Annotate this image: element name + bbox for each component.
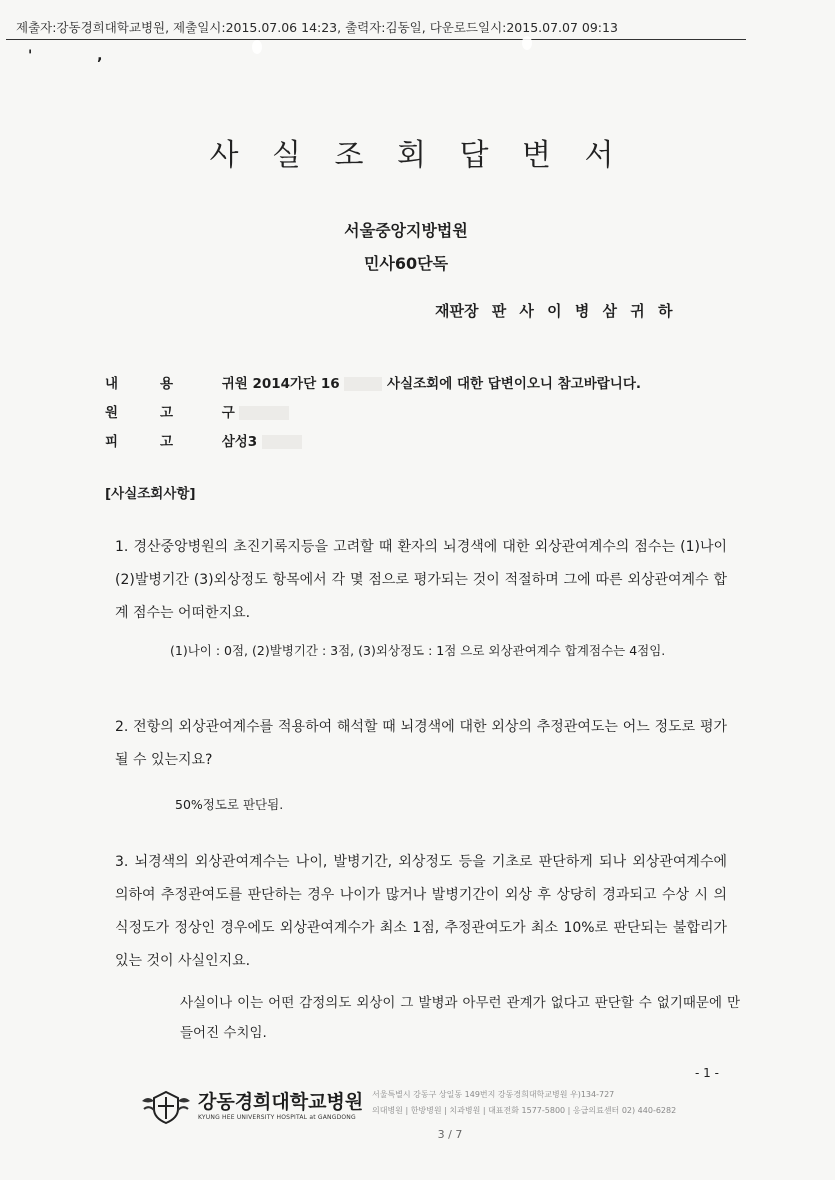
header-rule xyxy=(6,39,746,40)
answer-2: 50%정도로 판단됨. xyxy=(175,797,284,812)
scan-speck xyxy=(522,36,532,50)
info-row-plaintiff xyxy=(105,401,289,421)
page-count: 3 / 7 xyxy=(437,1128,463,1141)
hospital-name-en: KYUNG HEE UNIVERSITY HOSPITAL at GANGDONG xyxy=(198,1114,356,1121)
hospital-name: 강동경희대학교병원 xyxy=(198,1091,364,1113)
info-value: 귀원 2014가단 16 xyxy=(221,376,340,392)
submission-header xyxy=(6,18,776,64)
info-row-defendant xyxy=(105,430,302,450)
footer xyxy=(140,1085,760,1129)
info-label: 원고 xyxy=(105,405,216,421)
hospital-emblem-icon xyxy=(140,1089,192,1125)
hospital-contact: 의대병원 | 한방병원 | 치과병원 | 대표전화 1577-5800 | 응급의료센터 02) 440-6282 xyxy=(372,1106,677,1115)
info-value-after: 사실조회에 대한 답변이오니 참고바랍니다. xyxy=(387,376,642,392)
submission-stamp: 제출자:강동경희대학교병원, 제출일시:2015.07.06 14:23, 출력자:김동일, 다운로드일시:2015.07.07 09:13 xyxy=(16,20,618,35)
court-name: 서울중앙지방법원 xyxy=(344,221,468,240)
info-value: 구 xyxy=(221,405,235,421)
info-label: 내용 xyxy=(105,376,216,392)
info-label: 피고 xyxy=(105,434,216,450)
question-1: 1. 경산중앙병원의 초진기록지등을 고려할 때 환자의 뇌경색에 대한 외상관여계수의 점수는 (1)나이 (2)발병기간 (3)외상정도 항목에서 각 몇 점으로 평가되는 것이 적절하며 그에 따른 외상관여계수 합계 점수는 어떠한지요. xyxy=(115,539,727,621)
redaction xyxy=(344,377,382,391)
answer-3: 사실이나 이는 어떤 감정의도 외상이 그 발병과 아무런 관계가 없다고 판단할 수 없기때문에 만들어진 수치임. xyxy=(180,995,740,1041)
addressee: 재판장 판 사 이 병 삼 귀 하 xyxy=(435,302,673,320)
page-number: - 1 - xyxy=(695,1066,719,1080)
case-division: 민사60단독 xyxy=(363,254,449,273)
document-title: 사 실 조 회 답 변 서 xyxy=(209,138,626,173)
answer-1: (1)나이 : 0점, (2)발병기간 : 3점, (3)외상정도 : 1점 으로 외상관여계수 합계점수는 4점임. xyxy=(170,643,666,658)
redaction xyxy=(262,435,302,449)
scan-marks: ' , xyxy=(28,48,133,64)
hospital-address: 서울특별시 강동구 상일동 149번지 강동경희대학교병원 우)134-727 xyxy=(372,1090,615,1099)
scan-speck xyxy=(252,40,262,54)
section-heading: [사실조회사항] xyxy=(105,486,196,502)
question-3: 3. 뇌경색의 외상관여계수는 나이, 발병기간, 외상정도 등을 기초로 판단하게 되나 외상관여계수에 의하여 추정관여도를 판단하는 경우 나이가 많거나 발병기간이 외상 후 상당히 경과되고 수상 시 의식정도가 정상인 경우에도 외상관여계수가 최소 1점, 추정관여도가 최소 10%로 판단되는 불합리가 있는 것이 사실인지요. xyxy=(115,854,727,969)
redaction xyxy=(239,406,289,420)
info-row-content xyxy=(105,372,641,392)
info-value: 삼성3 xyxy=(221,434,258,450)
question-2: 2. 전항의 외상관여계수를 적용하여 해석할 때 뇌경색에 대한 외상의 추정관여도는 어느 정도로 평가될 수 있는지요? xyxy=(115,719,727,768)
